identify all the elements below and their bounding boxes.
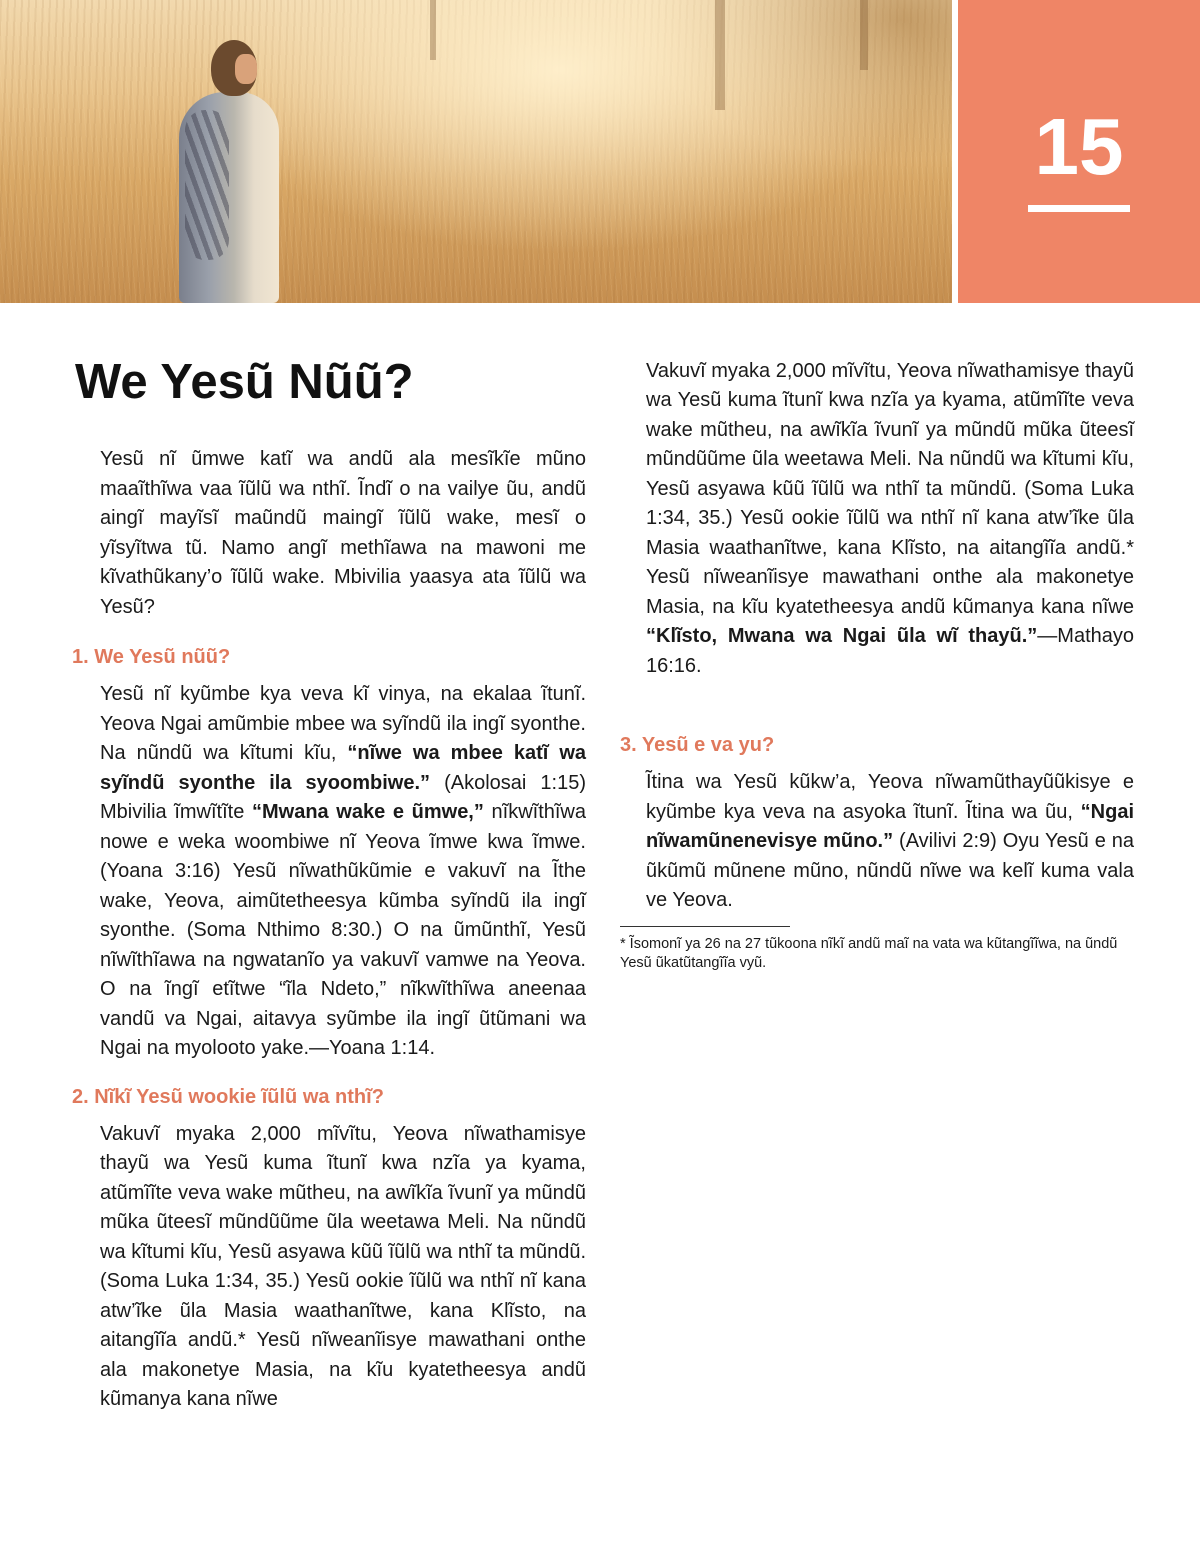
hero-photo: [0, 0, 952, 303]
footnote-divider: [620, 926, 790, 927]
bold-quote: “Ngai nĩwamũnenevisye mũno.”: [646, 800, 1134, 852]
section-3-paragraph: [646, 768, 1134, 916]
section-heading-3: 3. Yesũ e va yu?: [620, 734, 775, 756]
text-span: Yesũ nĩ kyũmbe kya veva kĩ vinya, na ekalaa ĩtunĩ. Yeova Ngai amũmbie mbee wa syĩndũ ila ingĩ syonthe. Na nũndũ wa kĩtumi kĩu,: [100, 683, 586, 764]
right-column: [620, 359, 1134, 973]
bold-quote: “Mwana wake e ũmwe,”: [251, 801, 484, 823]
intro-paragraph: Yesũ nĩ ũmwe katĩ wa andũ ala mesĩkĩe mũno maaĩthĩwa vaa ĩũlũ wa nthĩ. Ĩndĩ o na vailye ũu, andũ aingĩ mayĩsĩ maũndũ maingĩ ĩũlũ wake, mesĩ o yĩsyĩtwa tũ. Namo angĩ methĩawa na mawoni me kĩvathũkany’o ĩũlũ wake. Mbivilia yaasya ata ĩũlũ wa Yesũ?: [100, 448, 586, 618]
bold-quote: “Klĩsto, Mwana wa Ngai ũla wĩ thayũ.”: [646, 625, 1038, 647]
section-2-paragraph-continued: [646, 357, 1134, 682]
walking-man-figure: [165, 40, 285, 303]
text-span: (Avilivi 2:9) Oyu Yesũ e na ũkũmũ mũnene mũno, nũndũ nĩwe wa kelĩ kuma vala ve Yeova.: [646, 830, 1134, 911]
lesson-number-box: [958, 0, 1200, 303]
tree-trunk: [430, 0, 436, 60]
lesson-number: 15: [1034, 102, 1124, 191]
left-column: [72, 445, 587, 1410]
section-2-paragraph-start: [100, 1120, 586, 1410]
lesson-number-underline: [1028, 205, 1130, 212]
section-heading-1: 1. We Yesũ nũũ?: [72, 646, 231, 668]
tree-trunk: [860, 0, 868, 70]
face-shape: [235, 54, 257, 84]
footnote: * Ĩsomonĩ ya 26 na 27 tũkoona nĩkĩ andũ maĩ na vata wa kũtangĩĩwa, na ũndũ Yesũ ũkatũtangĩĩa vyũ.: [620, 935, 1118, 971]
text-span: (Akolosai 1:15) Mbivilia ĩmwĩtĩte: [100, 771, 586, 823]
text-span: Ĩtina wa Yesũ kũkw’a, Yeova nĩwamũthayũũkisye e kyũmbe kya veva na asyoka ĩtunĩ. Ĩtina wa ũu,: [646, 771, 1134, 823]
section-heading-2: 2. Nĩkĩ Yesũ wookie ĩũlũ wa nthĩ?: [72, 1085, 384, 1108]
robe-stripe-shape: [185, 110, 229, 260]
text-span: —Mathayo 16:16.: [646, 625, 1134, 677]
section-1-paragraph: [100, 680, 586, 1064]
text-span: Vakuvĩ myaka 2,000 mĩvĩtu, Yeova nĩwathamisye thayũ wa Yesũ kuma ĩtunĩ kwa nzĩa ya kyama, atũmĩĩte veva wake mũtheu, na awĩkĩa ĩvunĩ ya mũndũ mũka ũteesĩ mũndũũme ũla weetawa Meli. Na nũndũ wa kĩtumi kĩu, Yesũ asyawa kũũ ĩũlũ wa nthĩ ta mũndũ. (Soma Luka 1:34, 35.) Yesũ ookie ĩũlũ wa nthĩ nĩ kana atw’ĩke ũla Masia waathanĩtwe, kana Klĩsto, na aitangĩĩa andũ.* Yesũ nĩweanĩisye mawathani onthe ala makonetye Masia, na kĩu kyatetheesya andũ kũmanya kana nĩwe: [646, 359, 1134, 618]
tree-trunk: [715, 0, 725, 110]
section-2-continuation-window: [646, 359, 1134, 710]
text-span: Vakuvĩ myaka 2,000 mĩvĩtu, Yeova nĩwathamisye thayũ wa Yesũ kuma ĩtunĩ kwa nzĩa ya kyama, atũmĩĩte veva wake mũtheu, na awĩkĩa ĩvunĩ ya mũndũ mũka ũteesĩ mũndũũme ũla weetawa Meli. Na nũndũ wa kĩtumi kĩu, Yesũ asyawa kũũ ĩũlũ wa nthĩ ta mũndũ. (Soma Luka 1:34, 35.) Yesũ ookie ĩũlũ wa nthĩ nĩ kana atw’ĩke ũla Masia waathanĩtwe, kana Klĩsto, na aitangĩĩa andũ.* Yesũ nĩweanĩisye mawathani onthe ala makonetye Masia, na kĩu kyatetheesya andũ kũmanya kana nĩwe: [100, 1122, 586, 1410]
text-span: nĩkwĩthĩwa nowe e weka woombiwe nĩ Yeova ĩmwe kwa ĩmwe. (Yoana 3:16) Yesũ nĩwathũkũmie e vakuvĩ na Ĩthe wake, Yeova, aimũtetheesya kũmba syĩndũ ila ingĩ syonthe. (Soma Nthimo 8:30.) O na ũmũnthĩ, Yesũ nĩwĩthĩawa na ngwatanĩo ya vakuvĩ vamwe na Yeova. O na ĩngĩ etĩtwe “ĩla Ndeto,” nĩkwĩthĩwa aneenaa vandũ va Ngai, aitavya syũmbe ila ingĩ ũtũmani wa Ngai na myolooto yake.—Yoana 1:14.: [100, 801, 586, 1059]
bold-quote: “nĩwe wa mbee katĩ wa syĩndũ syonthe ila syoombiwe.”: [100, 742, 587, 794]
page-title: We Yesũ Nũũ?: [75, 355, 414, 409]
